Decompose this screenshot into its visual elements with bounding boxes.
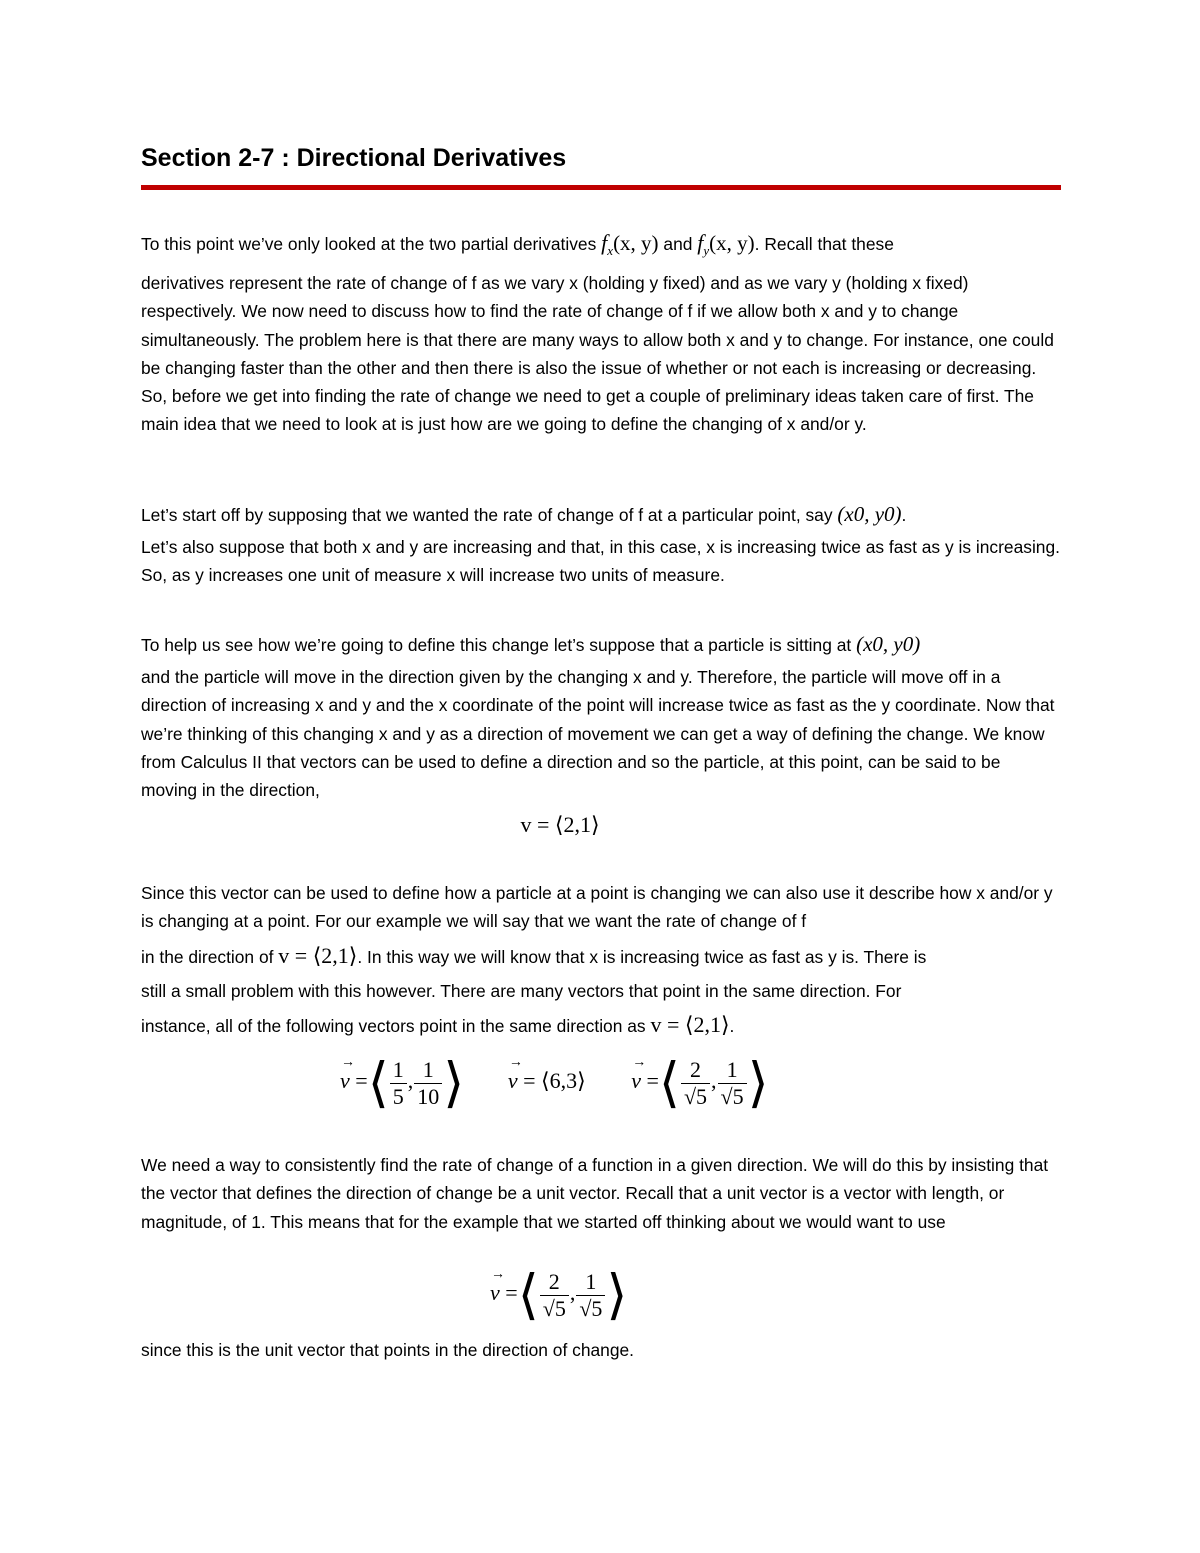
p6-text: since this is the unit vector that points in the direction of change.	[141, 1340, 635, 1360]
equation-unit-vector: v → =⟨ $\frac{2}{√5}$ , $\frac{1}{√5}$ ⟩	[490, 1265, 628, 1325]
p3-rest: and the particle will move in the direction given by the changing x and y. Therefore, the particle will move off in a direction of increasing x and y and the x coordinate of the point will increase twice as fast as the y coordinate. Now that we’re thinking of this changing x and y as a direction of movement we can get a way of defining the change. We know from Calculus II that vectors can be used to define a direction and so the particle, at this point, can be said to be moving in the direction,	[141, 667, 1055, 801]
p4-line3: still a small problem with this however. There are many vectors that point in the same direction. For	[141, 980, 902, 1001]
section-title: Section 2-7 : Directional Derivatives	[141, 144, 567, 172]
fy-symbol: $f_y$	[697, 230, 710, 258]
p4-line1: Since this vector can be used to define how a particle at a point is changing we can also use it describe how x and/or y is changing at a point. For our example we will say that we want the rate of change of f	[141, 883, 1053, 932]
title-underline	[141, 185, 1061, 190]
p2-lead: Let’s start off by supposing that we wanted the rate of change of f at a particular point, say	[141, 505, 833, 525]
paragraph-conclusion	[141, 1336, 1061, 1364]
vector-b: v → = ⟨6,3⟩	[507, 1055, 586, 1094]
p1-tail: . Recall that these	[754, 234, 894, 254]
p4-line4-tail: .	[729, 1015, 735, 1036]
fx-symbol: $f_x$	[601, 230, 614, 258]
p4-line2-tail: . In this way we will know that x is increasing twice as fast as y is. There is	[357, 946, 927, 967]
point-x0-y0: (x0, y0)	[837, 502, 902, 526]
paragraph-particle	[141, 626, 1061, 804]
paragraph-vector	[141, 879, 1061, 1046]
fx-args: (x, y)	[613, 231, 659, 255]
p1-and: and	[663, 234, 693, 254]
vector-a: v → =⟨ $\frac{1}{5}$ , $\frac{1}{10}$ ⟩	[340, 1053, 465, 1113]
paragraph-unit-vector	[141, 1151, 1061, 1236]
paragraph-point: Let’s start off by supposing that we wanted the rate of change of f at a particular point, say (x0, y0). Let’s also suppose that both x and y are increasing and that, in this case, x is increasing twice as fast as y is increasing. So, as y increases one unit of measure x will increase two units of measure.	[141, 496, 1061, 590]
inline-vector-v-2: v = ⟨2,1⟩	[650, 1011, 730, 1037]
equation-v-2-1: v = ⟨2,1⟩	[520, 812, 600, 837]
p3-lead: To help us see how we’re going to define this change let’s suppose that a particle is sitting at	[141, 635, 852, 655]
p1-lead: To this point we’ve only looked at the two partial derivatives	[141, 234, 597, 254]
p4-line4-lead: instance, all of the following vectors point in the same direction as	[141, 1015, 646, 1036]
particle-point: (x0, y0)	[856, 632, 921, 656]
equation-equivalent-vectors	[340, 1053, 790, 1113]
paragraph-intro	[141, 225, 1061, 439]
p2-rest: Let’s also suppose that both x and y are increasing and that, in this case, x is increasing twice as fast as y is increasing. So, as y increases one unit of measure x will increase two units of measure.	[141, 537, 1060, 586]
fy-args: (x, y)	[709, 231, 755, 255]
p5-text: We need a way to consistently find the rate of change of a function in a given direction. We will do this by insisting that the vector that defines the direction of change be a unit vector. Recall that a unit vector is a vector with length, or magnitude, of 1. This means that for the example that we started off thinking about we would want to use	[141, 1155, 1049, 1232]
p1-rest: derivatives represent the rate of change of f as we vary x (holding y fixed) and as we vary y (holding x fixed) respectively. We now need to discuss how to find the rate of change of f if we allow both x and y to change simultaneously. The problem here is that there are many ways to allow both x and y to change. For instance, one could be changing faster than the other and then there is also the issue of whether or not each is increasing or decreasing. So, before we get into finding the rate of change we need to get a couple of preliminary ideas taken care of first. The main idea that we need to look at is just how are we going to define the changing of x and/or y.	[141, 273, 1054, 435]
vector-c: v → =⟨ $\frac{2}{√5}$ , $\frac{1}{√5}$ ⟩	[631, 1053, 769, 1113]
inline-vector-v: v = ⟨2,1⟩	[278, 942, 358, 968]
p4-line2-lead: in the direction of	[141, 946, 274, 967]
